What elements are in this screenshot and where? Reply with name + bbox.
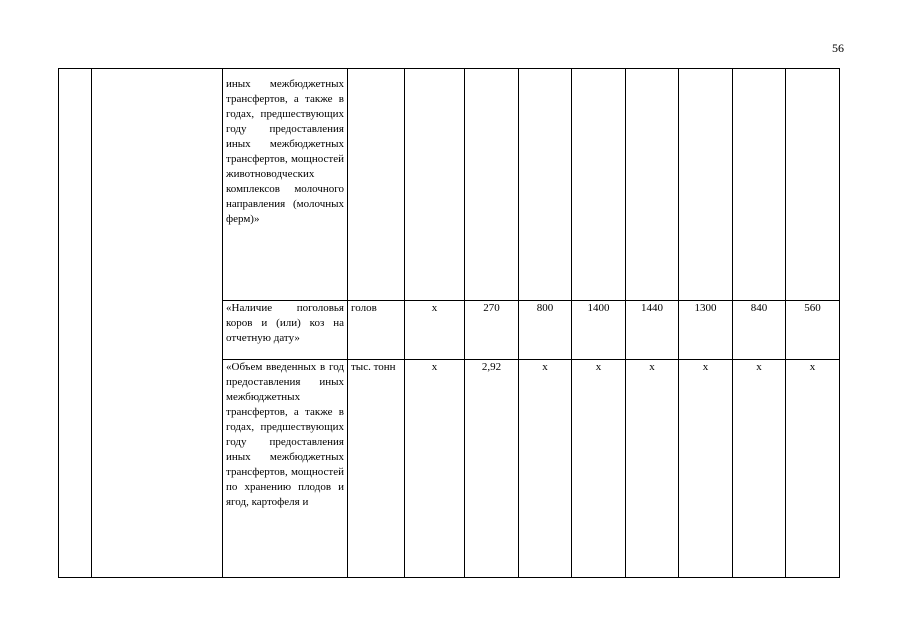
value-cell <box>786 69 840 301</box>
table-row <box>59 69 840 301</box>
value-cell <box>572 69 626 301</box>
value-cell <box>465 69 519 301</box>
value-cell: 800 <box>519 301 572 360</box>
value-cell: х <box>679 360 733 578</box>
indicators-table <box>58 68 840 578</box>
value-cell: 1440 <box>626 301 679 360</box>
value-cell: 1300 <box>679 301 733 360</box>
indicator-cell: «Объем введенных в год предоставления иных межбюджетных трансфертов, а также в годах, предшествующих году предоставления иных межбюджетных трансфертов, мощностей по хранению плодов и ягод, картофеля и <box>223 360 348 578</box>
page-number: 56 <box>832 41 844 55</box>
value-cell <box>679 69 733 301</box>
value-cell <box>405 69 465 301</box>
name-cell <box>92 69 223 578</box>
value-cell <box>626 69 679 301</box>
value-cell: 270 <box>465 301 519 360</box>
unit-cell <box>348 69 405 301</box>
indicator-cell: иных межбюджетных трансфертов, а также в годах, предшествующих году предоставления иных межбюджетных трансфертов, мощностей животноводческих комплексов молочного направления (молочных ферм)» <box>223 69 348 301</box>
unit-cell: тыс. тонн <box>348 360 405 578</box>
value-cell: 2,92 <box>465 360 519 578</box>
value-cell: х <box>405 360 465 578</box>
value-cell: х <box>572 360 626 578</box>
value-cell: 840 <box>733 301 786 360</box>
value-cell: х <box>626 360 679 578</box>
number-cell <box>59 69 92 578</box>
value-cell: х <box>519 360 572 578</box>
value-cell <box>733 69 786 301</box>
value-cell <box>519 69 572 301</box>
value-cell: х <box>733 360 786 578</box>
value-cell: х <box>405 301 465 360</box>
unit-cell: голов <box>348 301 405 360</box>
value-cell: 1400 <box>572 301 626 360</box>
value-cell: х <box>786 360 840 578</box>
indicator-cell: «Наличие поголовья коров и (или) коз на отчетную дату» <box>223 301 348 360</box>
value-cell: 560 <box>786 301 840 360</box>
